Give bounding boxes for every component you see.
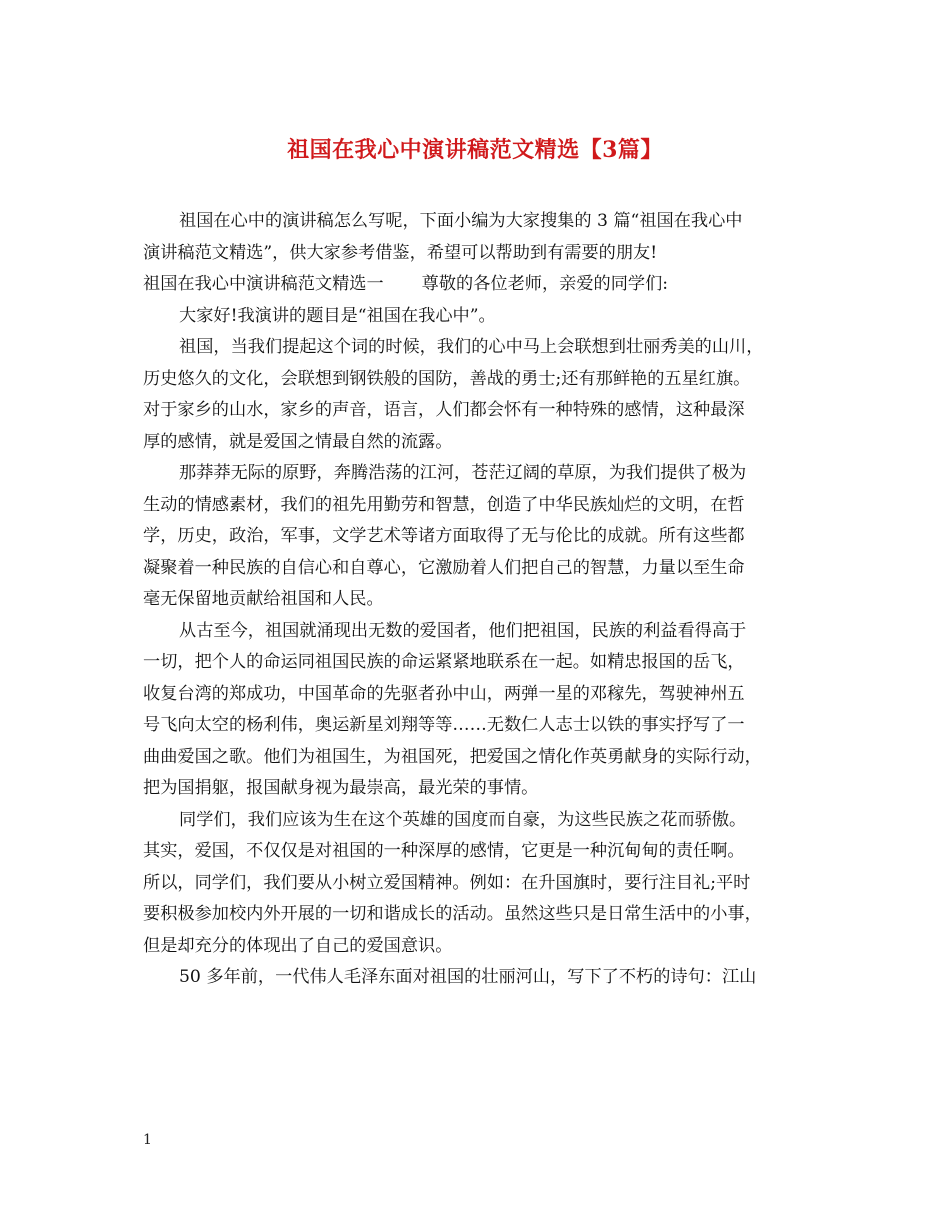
text-line: 所以，同学们，我们要从小树立爱国精神。例如：在升国旗时，要行注目礼;平时 <box>143 872 751 893</box>
text-line: 把为国捐躯，报国献身视为最崇高，最光荣的事情。 <box>143 778 539 798</box>
text-line: 对于家乡的山水，家乡的声音，语言，人们都会怀有一种特殊的感情，这种最深 <box>143 400 745 420</box>
text-line: 要积极参加校内外开展的一切和谐成长的活动。虽然这些只是日常生活中的小事， <box>143 904 762 924</box>
text-line <box>143 269 815 301</box>
document-body <box>143 206 815 994</box>
page-number: 1 <box>143 1132 152 1148</box>
text-line: 曲曲爱国之歌。他们为祖国生，为祖国死，把爱国之情化作英勇献身的实际行动， <box>143 746 762 767</box>
text-line: 从古至今，祖国就涌现出无数的爱国者，他们把祖国，民族的利益看得高于 <box>179 620 747 641</box>
text-line: 毫无保留地贡献给祖国和人民。 <box>143 589 384 609</box>
salutation: 尊敬的各位老师，亲爱的同学们: <box>421 274 669 294</box>
text-line: 生动的情感素材，我们的祖先用勤劳和智慧，创造了中华民族灿烂的文明，在哲 <box>143 494 745 515</box>
text-line: 其实，爱国，不仅仅是对祖国的一种深厚的感情，它更是一种沉甸甸的责任啊。 <box>143 841 745 861</box>
text-line: 凝聚着一种民族的自信心和自尊心，它激励着人们把自己的智慧，力量以至生命 <box>143 557 745 578</box>
text-line: 祖国，当我们提起这个词的时候，我们的心中马上会联想到壮丽秀美的山川， <box>179 337 764 357</box>
text-line: 但是却充分的体现出了自己的爱国意识。 <box>143 935 453 956</box>
text-line: 厚的感情，就是爱国之情最自然的流露。 <box>143 431 453 452</box>
text-line: 那莽莽无际的原野，奔腾浩荡的江河，苍茫辽阔的草原，为我们提供了极为 <box>179 463 747 483</box>
document-title: 祖国在我心中演讲稿范文精选【3篇】 <box>287 137 663 163</box>
text-line: 号飞向太空的杨利伟，奥运新星刘翔等等……无数仁人志士以铁的事实抒写了一 <box>143 715 745 735</box>
text-line: 50 多年前，一代伟人毛泽东面对祖国的壮丽河山，写下了不朽的诗句：江山 <box>179 967 757 987</box>
text-line: 一切，把个人的命运同祖国民族的命运紧紧地联系在一起。如精忠报国的岳飞， <box>143 652 745 672</box>
text-line: 收复台湾的郑成功，中国革命的先驱者孙中山，两弹一星的邓稼先，驾驶神州五 <box>143 683 745 704</box>
text-line: 演讲稿范文精选”，供大家参考借鉴，希望可以帮助到有需要的朋友! <box>143 242 658 263</box>
text-line: 大家好!我演讲的题目是“祖国在我心中”。 <box>179 305 496 326</box>
text-line: 同学们，我们应该为生在这个英雄的国度而自豪，为这些民族之花而骄傲。 <box>179 809 747 830</box>
text-line: 历史悠久的文化，会联想到钢铁般的国防，善战的勇士;还有那鲜艳的五星红旗。 <box>143 368 751 389</box>
text-line: 祖国在心中的演讲稿怎么写呢，下面小编为大家搜集的 3 篇“祖国在我心中 <box>179 211 743 231</box>
section-heading: 祖国在我心中演讲稿范文精选一 <box>143 274 384 294</box>
text-line: 学，历史，政治，军事，文学艺术等诸方面取得了无与伦比的成就。所有这些都 <box>143 526 745 546</box>
